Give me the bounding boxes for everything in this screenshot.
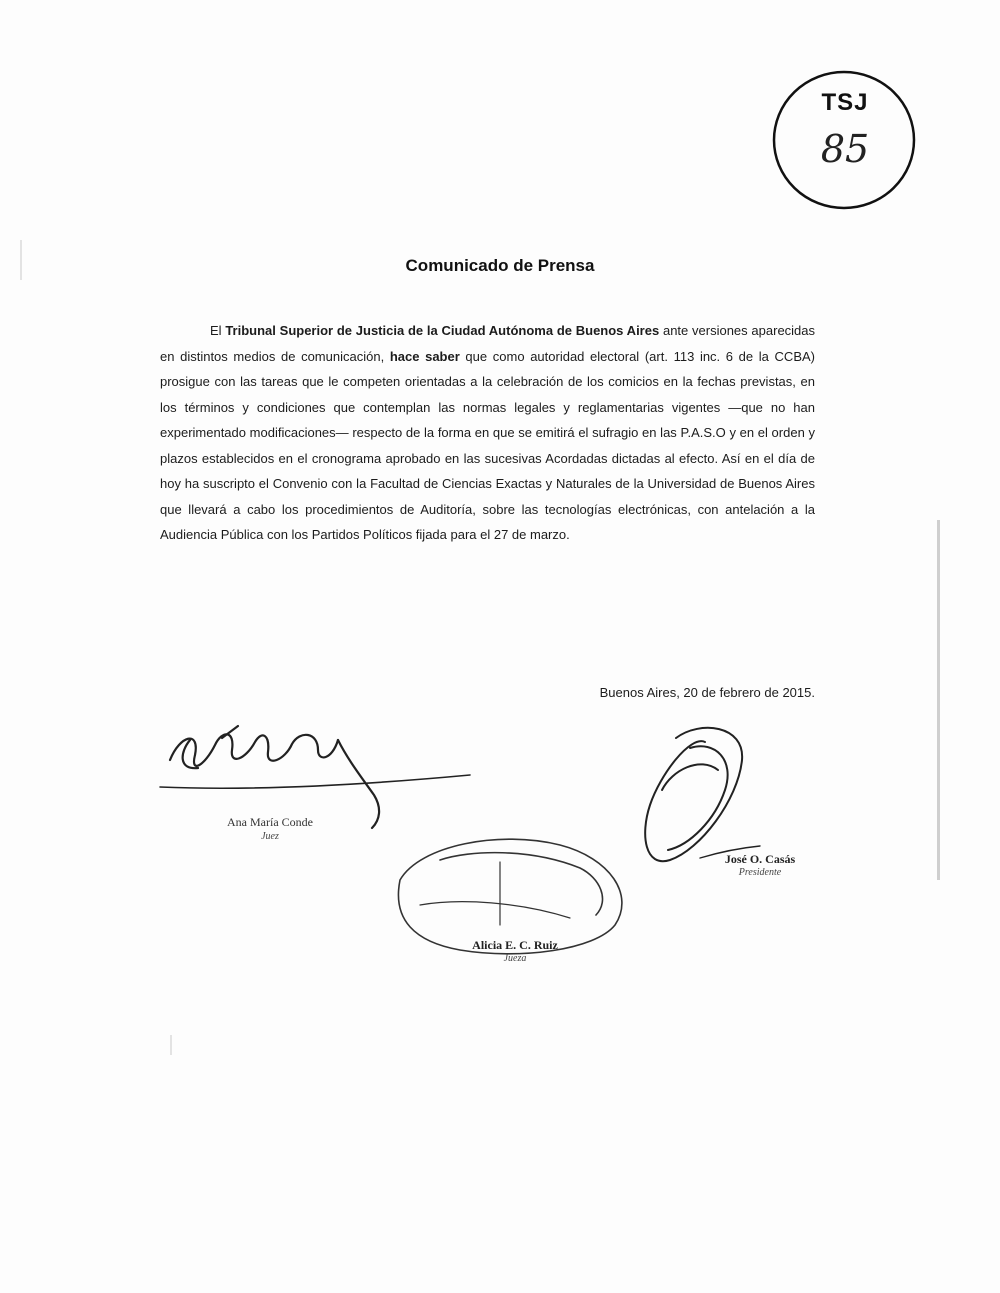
signature-center-icon [398, 839, 621, 954]
body-text-part: que como autoridad electoral (art. 113 inc. 6 de la CCBA) prosigue con las tareas que le competen orientadas a la celebración de los comicios en la fechas previstas, en los términos y condiciones que contemplan las normas legales y reglamentarias vigentes —que no han experimentado modificaciones— respecto de la forma en que se emitirá el sufragio en las P.A.S.O y en el orden y plazos establecidos en el cronograma aprobado en las sucesivas Acordadas dictadas al efecto. Así en el día de hoy ha suscripto el Convenio con la Facultad de Ciencias Exactas y Naturales de la Universidad de Buenos Aires que llevará a cabo los procedimientos de Auditoría, sobre las tecnologías electrónicas, con antelación a la Audiencia Pública con los Partidos Políticos fijada para el 27 de marzo. [160, 348, 815, 542]
emphasis-text: hace saber [389, 348, 460, 364]
signature-role-ruiz: Jueza [503, 953, 527, 964]
signature-left-icon [160, 726, 470, 828]
page-title: Comunicado de Prensa [405, 256, 595, 275]
stamp-label: TSJ [821, 89, 869, 116]
date-line: Buenos Aires, 20 de febrero de 2015. [599, 685, 815, 700]
signature-name-casas: José O. Casás [724, 852, 796, 866]
institution-name: Tribunal Superior de Justicia de la Ciudad Autónoma de Buenos Aires [225, 323, 660, 338]
body-text-part: El [210, 323, 226, 338]
body-text-part: ante versiones aparecidas en distintos medios de comunicación, [160, 323, 816, 364]
signature-role-casas: Presidente [738, 867, 782, 878]
signature-name-ruiz: Alicia E. C. Ruiz [472, 938, 558, 952]
signature-name-conde: Ana María Conde [227, 815, 313, 829]
signature-right-icon [645, 728, 760, 861]
signature-role-conde: Juez [261, 831, 279, 842]
stamp-number: 85 [820, 127, 870, 171]
